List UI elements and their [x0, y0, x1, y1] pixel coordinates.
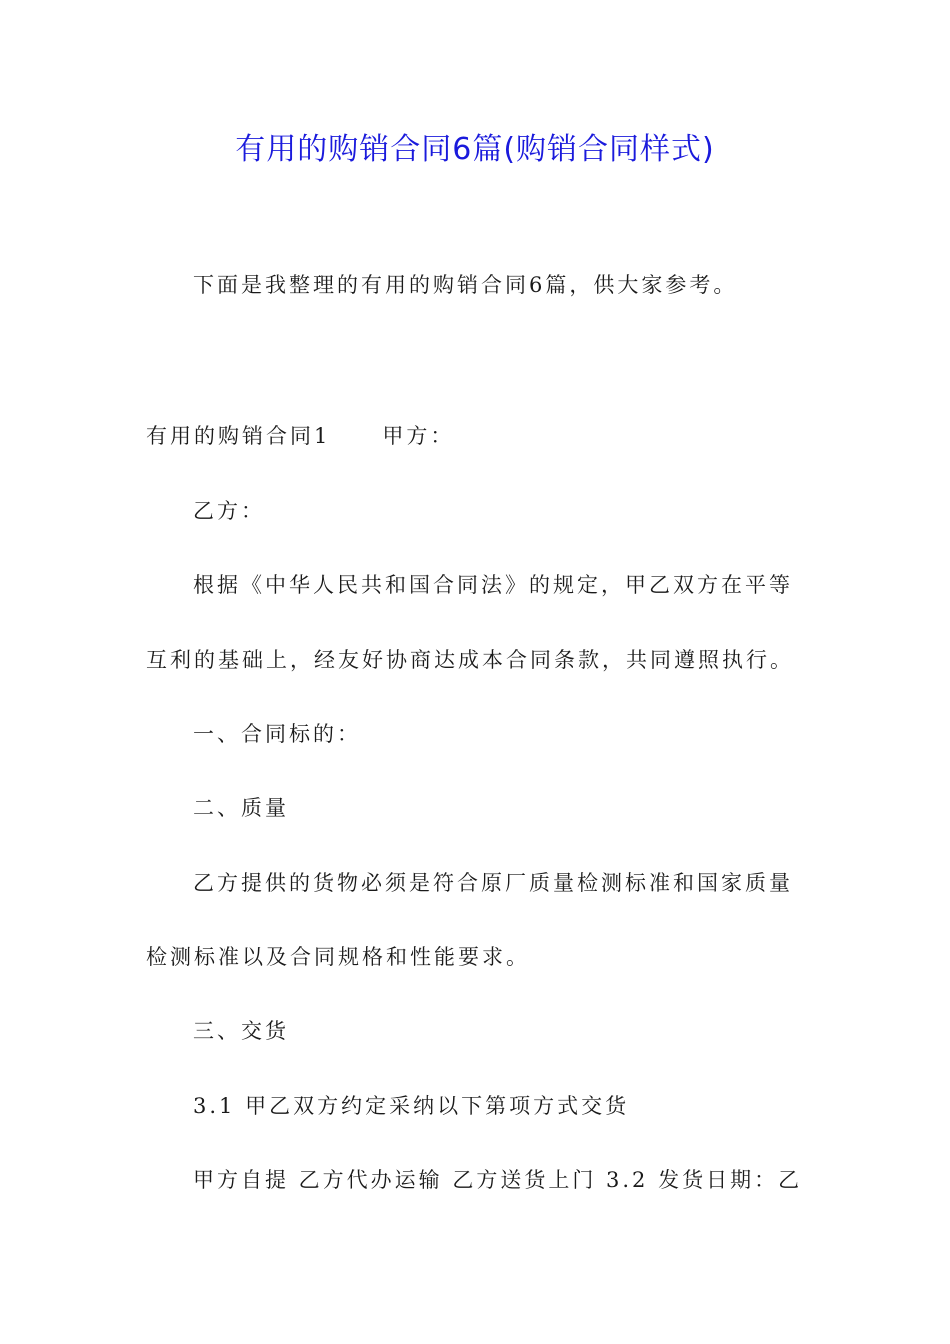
- delivery-options-line: 甲方自提 乙方代办运输 乙方送货上门 3.2 发货日期：乙: [193, 1168, 803, 1192]
- section-heading: 有用的购销合同1: [146, 424, 331, 448]
- paragraph-2-line-2: 检测标准以及合同规格和性能要求。: [146, 945, 530, 969]
- paragraph-1-line-2: 互利的基础上，经友好协商达成本合同条款，共同遵照执行。: [146, 648, 794, 672]
- item-1-heading: 一、合同标的：: [193, 722, 361, 746]
- party-b-label: 乙方：: [193, 499, 265, 523]
- document-title: 有用的购销合同6篇(购销合同样式): [235, 132, 715, 167]
- paragraph-2-line-1: 乙方提供的货物必须是符合原厂质量检测标准和国家质量: [193, 871, 793, 895]
- section-heading-line: [146, 421, 454, 451]
- party-a-label: 甲方：: [382, 424, 455, 448]
- item-2-heading: 二、质量: [193, 796, 289, 820]
- clause-3-1: 3.1 甲乙双方约定采纳以下第项方式交货: [193, 1094, 630, 1118]
- paragraph-1-line-1: 根据《中华人民共和国合同法》的规定，甲乙双方在平等: [193, 573, 793, 597]
- item-3-heading: 三、交货: [193, 1019, 289, 1043]
- intro-text: 下面是我整理的有用的购销合同6篇，供大家参考。: [193, 273, 738, 297]
